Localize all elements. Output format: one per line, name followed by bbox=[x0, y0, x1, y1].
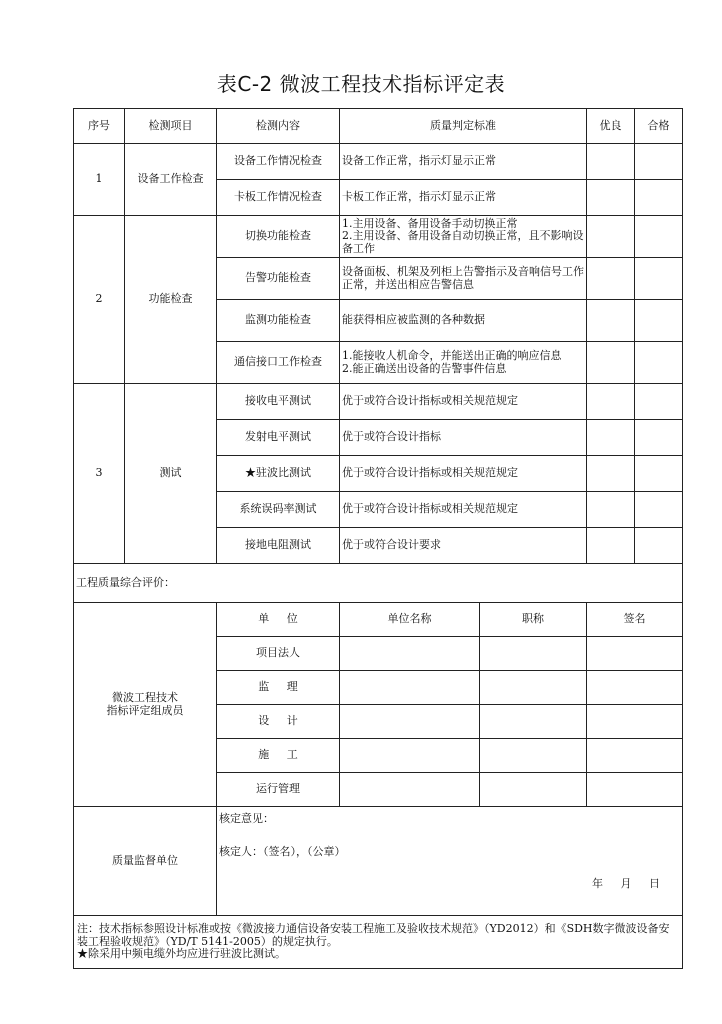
check-standard-text: 1.能接收人机命令，并能送出正确的响应信息 2.能正确送出设备的告警事件信息 bbox=[342, 348, 562, 375]
header-qualified: 合格 bbox=[635, 109, 683, 144]
check-standard: 设备工作正常，指示灯显示正常 bbox=[340, 144, 587, 180]
team-role: 设 计 bbox=[217, 705, 340, 739]
excellent-cell[interactable] bbox=[587, 180, 635, 216]
excellent-cell[interactable] bbox=[587, 492, 635, 528]
team-header-row bbox=[74, 603, 683, 637]
evaluation-table bbox=[73, 108, 683, 969]
check-standard: 优于或符合设计指标 bbox=[340, 420, 587, 456]
qualified-cell[interactable] bbox=[635, 300, 683, 342]
check-standard bbox=[340, 342, 587, 384]
supervision-opinion-cell[interactable] bbox=[217, 807, 683, 916]
check-standard: 优于或符合设计要求 bbox=[340, 528, 587, 564]
qualified-cell[interactable] bbox=[635, 216, 683, 258]
team-col-sign: 签名 bbox=[587, 603, 683, 637]
team-col-unit-name: 单位名称 bbox=[340, 603, 480, 637]
sign-cell[interactable] bbox=[587, 671, 683, 705]
header-excellent: 优良 bbox=[587, 109, 635, 144]
group-seq: 1 bbox=[74, 144, 125, 216]
table-header bbox=[74, 109, 683, 144]
check-content: 卡板工作情况检查 bbox=[217, 180, 340, 216]
note-line1: 注：技术指标参照设计标准或按《微波接力通信设备安装工程施工及验收技术规范》（YD2012）和《SDH数字微波设备安装工程验收规范》（YD/T 5141-2005）的规定执行。 bbox=[77, 922, 670, 948]
check-content: 接地电阻测试 bbox=[217, 528, 340, 564]
evaluation-row bbox=[74, 564, 683, 603]
check-content: 系统误码率测试 bbox=[217, 492, 340, 528]
excellent-cell[interactable] bbox=[587, 342, 635, 384]
check-standard: 设备面板、机架及列柜上告警指示及音响信号工作正常，并送出相应告警信息 bbox=[340, 258, 587, 300]
check-standard: 卡板工作正常，指示灯显示正常 bbox=[340, 180, 587, 216]
table-row bbox=[74, 216, 683, 258]
excellent-cell[interactable] bbox=[587, 528, 635, 564]
supervision-row bbox=[74, 807, 683, 916]
check-content: 监测功能检查 bbox=[217, 300, 340, 342]
title-cell[interactable] bbox=[480, 773, 587, 807]
team-role: 施 工 bbox=[217, 739, 340, 773]
excellent-cell[interactable] bbox=[587, 216, 635, 258]
check-content: ★驻波比测试 bbox=[217, 456, 340, 492]
sign-cell[interactable] bbox=[587, 773, 683, 807]
qualified-cell[interactable] bbox=[635, 144, 683, 180]
note-row bbox=[74, 916, 683, 969]
supervision-opinion: 核定意见： bbox=[219, 812, 274, 825]
qualified-cell[interactable] bbox=[635, 456, 683, 492]
header-content: 检测内容 bbox=[217, 109, 340, 144]
unit-name-cell[interactable] bbox=[340, 637, 480, 671]
team-role: 运行管理 bbox=[217, 773, 340, 807]
check-standard: 优于或符合设计指标或相关规范规定 bbox=[340, 384, 587, 420]
excellent-cell[interactable] bbox=[587, 300, 635, 342]
header-seq: 序号 bbox=[74, 109, 125, 144]
note-cell bbox=[74, 916, 683, 969]
qualified-cell[interactable] bbox=[635, 180, 683, 216]
excellent-cell[interactable] bbox=[587, 144, 635, 180]
team-role: 监 理 bbox=[217, 671, 340, 705]
check-content: 通信接口工作检查 bbox=[217, 342, 340, 384]
table-row bbox=[74, 384, 683, 420]
group-seq: 2 bbox=[74, 216, 125, 384]
page-title: 表C-2 微波工程技术指标评定表 bbox=[216, 72, 506, 96]
title-cell[interactable] bbox=[480, 739, 587, 773]
evaluation-label[interactable]: 工程质量综合评价： bbox=[74, 564, 683, 603]
check-standard: 能获得相应被监测的各种数据 bbox=[340, 300, 587, 342]
excellent-cell[interactable] bbox=[587, 258, 635, 300]
team-role: 项目法人 bbox=[217, 637, 340, 671]
title-cell[interactable] bbox=[480, 705, 587, 739]
team-label-line1: 微波工程技术 bbox=[112, 690, 178, 704]
group-item: 功能检查 bbox=[125, 216, 217, 384]
supervision-date: 年 月 日 bbox=[592, 877, 660, 891]
unit-name-cell[interactable] bbox=[340, 705, 480, 739]
excellent-cell[interactable] bbox=[587, 384, 635, 420]
team-col-unit: 单 位 bbox=[217, 603, 340, 637]
supervision-approver: 核定人：（签名），（公章） bbox=[219, 844, 346, 858]
team-label-line2: 指标评定组成员 bbox=[106, 703, 184, 717]
qualified-cell[interactable] bbox=[635, 528, 683, 564]
check-content: 发射电平测试 bbox=[217, 420, 340, 456]
group-item: 设备工作检查 bbox=[125, 144, 217, 216]
check-content: 设备工作情况检查 bbox=[217, 144, 340, 180]
excellent-cell[interactable] bbox=[587, 456, 635, 492]
title-cell[interactable] bbox=[480, 671, 587, 705]
check-content: 告警功能检查 bbox=[217, 258, 340, 300]
header-standard: 质量判定标准 bbox=[340, 109, 587, 144]
check-content: 接收电平测试 bbox=[217, 384, 340, 420]
sign-cell[interactable] bbox=[587, 739, 683, 773]
check-content: 切换功能检查 bbox=[217, 216, 340, 258]
group-seq: 3 bbox=[74, 384, 125, 564]
unit-name-cell[interactable] bbox=[340, 773, 480, 807]
check-standard bbox=[340, 216, 587, 258]
excellent-cell[interactable] bbox=[587, 420, 635, 456]
unit-name-cell[interactable] bbox=[340, 739, 480, 773]
check-standard: 优于或符合设计指标或相关规范规定 bbox=[340, 456, 587, 492]
qualified-cell[interactable] bbox=[635, 342, 683, 384]
team-col-title: 职称 bbox=[480, 603, 587, 637]
qualified-cell[interactable] bbox=[635, 420, 683, 456]
group-item: 测试 bbox=[125, 384, 217, 564]
qualified-cell[interactable] bbox=[635, 258, 683, 300]
table-row bbox=[74, 144, 683, 180]
sign-cell[interactable] bbox=[587, 705, 683, 739]
unit-name-cell[interactable] bbox=[340, 671, 480, 705]
check-standard-text: 1.主用设备、备用设备手动切换正常 2.主用设备、备用设备自动切换正常，且不影响设备工作 bbox=[342, 216, 584, 255]
check-standard: 优于或符合设计指标或相关规范规定 bbox=[340, 492, 587, 528]
sign-cell[interactable] bbox=[587, 637, 683, 671]
note-line2: ★除采用中频电缆外均应进行驻波比测试。 bbox=[77, 947, 286, 961]
qualified-cell[interactable] bbox=[635, 384, 683, 420]
title-cell[interactable] bbox=[480, 637, 587, 671]
team-label bbox=[74, 603, 217, 807]
header-item: 检测项目 bbox=[125, 109, 217, 144]
supervision-label: 质量监督单位 bbox=[74, 807, 217, 916]
qualified-cell[interactable] bbox=[635, 492, 683, 528]
